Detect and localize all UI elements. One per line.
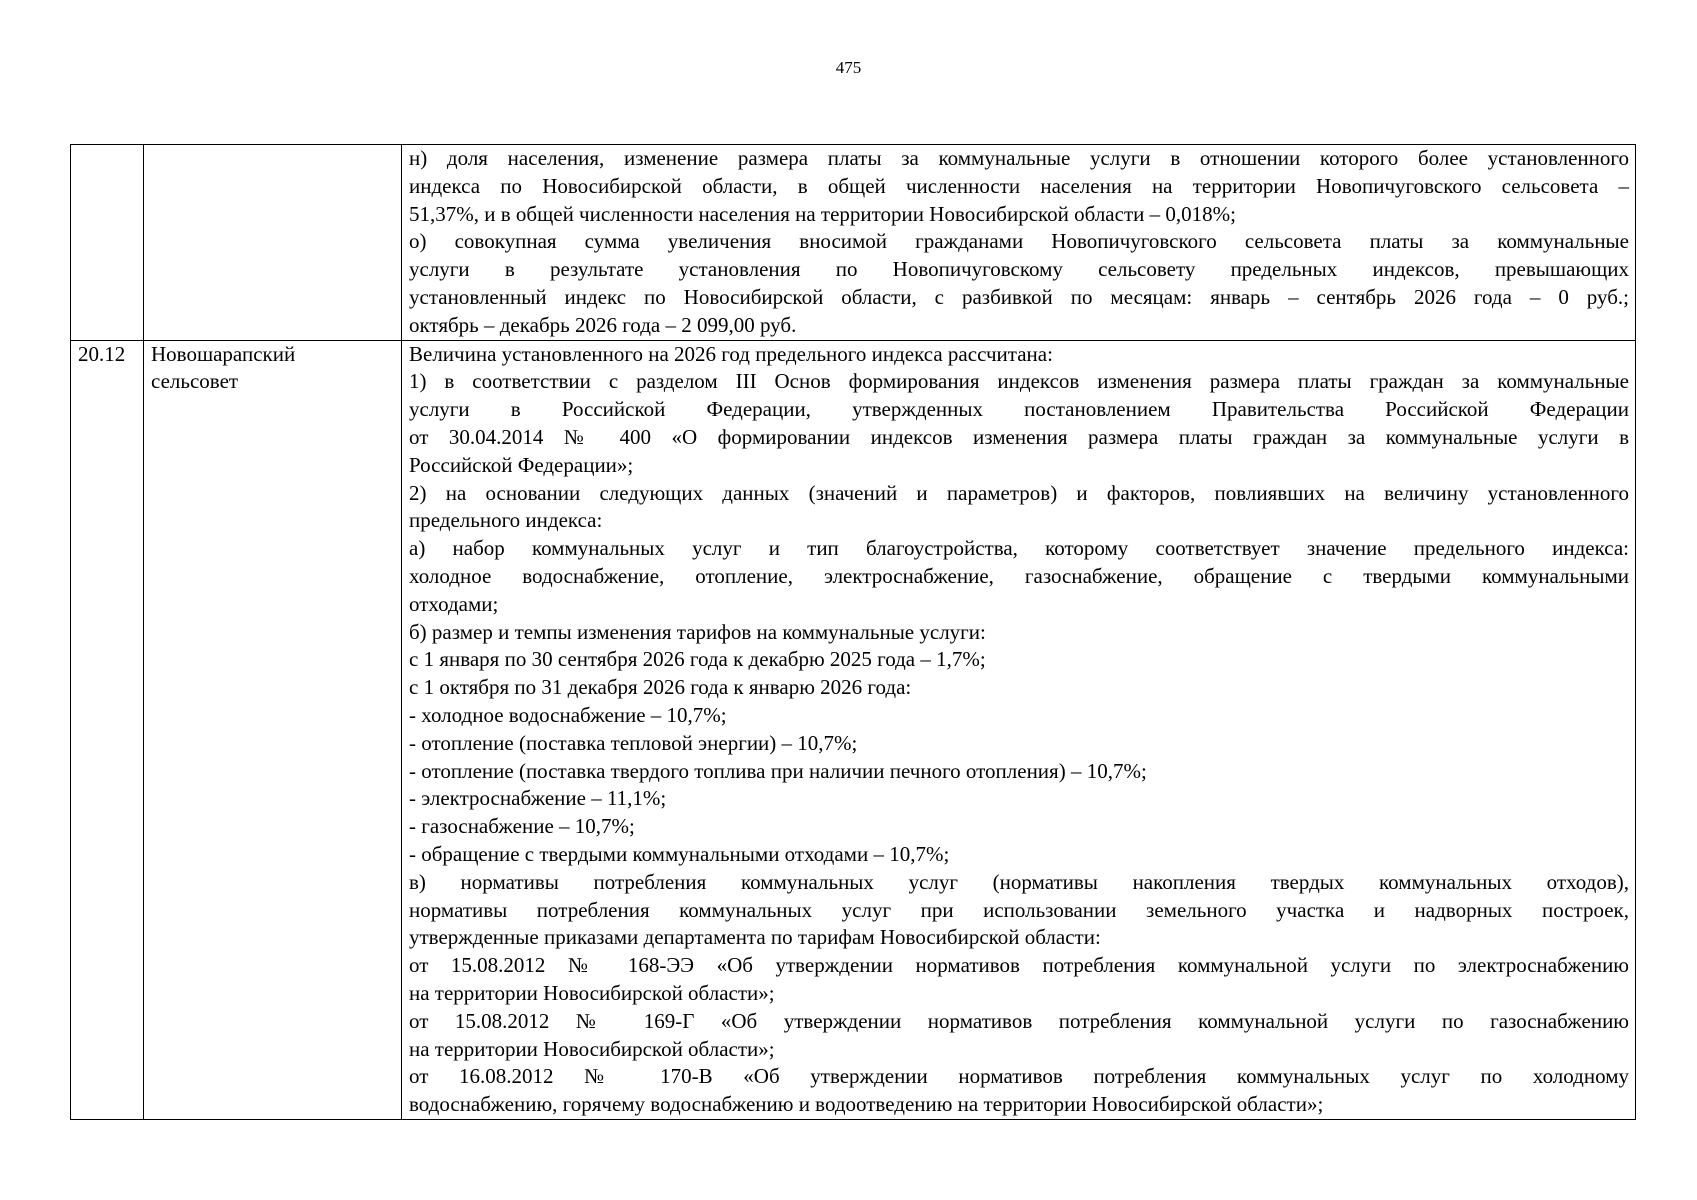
- municipality-index-table: [70, 144, 1636, 1120]
- text-line: - холодное водоснабжение – 10,7%;: [409, 702, 727, 727]
- table-row: [71, 340, 1636, 1119]
- municipality-name-cell: [144, 145, 402, 341]
- municipality-name-line: сельсовет: [151, 369, 239, 394]
- text-line: - отопление (поставка твердого топлива при наличии печного отопления) – 10,7%;: [409, 758, 1147, 783]
- text-line: от 30.04.2014 № 400 «О формировании индексов изменения размера платы граждан за коммунальные услуги в: [409, 424, 1629, 449]
- description-cell: [402, 145, 1636, 341]
- text-line: 2) на основании следующих данных (значений и параметров) и факторов, повлиявших на величину установленного: [409, 480, 1629, 505]
- text-line: 51,37%, и в общей численности населения на территории Новосибирской области – 0,018%;: [409, 201, 1236, 226]
- text-line: - обращение с твердыми коммунальными отходами – 10,7%;: [409, 841, 950, 866]
- text-line: с 1 января по 30 сентября 2026 года к декабрю 2025 года – 1,7%;: [409, 647, 986, 672]
- text-line: - отопление (поставка тепловой энергии) – 10,7%;: [409, 730, 858, 755]
- text-line: утвержденные приказами департамента по тарифам Новосибирской области:: [409, 925, 1101, 950]
- text-line: в) нормативы потребления коммунальных услуг (нормативы накопления твердых коммунальных отходов),: [409, 869, 1629, 894]
- text-line: от 15.08.2012 № 169-Г «Об утверждении нормативов потребления коммунальной услуги по газоснабжению: [409, 1008, 1629, 1033]
- text-line: о) совокупная сумма увеличения вносимой гражданами Новопичуговского сельсовета платы за коммунальные: [409, 229, 1629, 254]
- text-line: - газоснабжение – 10,7%;: [409, 814, 635, 839]
- text-line: н) доля населения, изменение размера платы за коммунальные услуги в отношении которого более установленного: [409, 146, 1629, 170]
- text-line: с 1 октября по 31 декабря 2026 года к январю 2026 года:: [409, 675, 912, 700]
- text-line: на территории Новосибирской области»;: [409, 1036, 775, 1061]
- text-line: - электроснабжение – 11,1%;: [409, 786, 667, 811]
- municipality-name-line: Новошарапский: [151, 341, 296, 366]
- text-line: от 16.08.2012 № 170-В «Об утверждении нормативов потребления коммунальных услуг по холодному: [409, 1064, 1629, 1089]
- text-line: а) набор коммунальных услуг и тип благоустройства, которому соответствует значение предельного индекса:: [409, 536, 1629, 561]
- row-number-cell: 20.12: [71, 340, 144, 1119]
- text-line: холодное водоснабжение, отопление, электроснабжение, газоснабжение, обращение с твердыми коммунальными: [409, 563, 1629, 588]
- text-line: предельного индекса:: [409, 508, 603, 533]
- text-line: услуги в результате установления по Новопичуговскому сельсовету предельных индексов, превышающих: [409, 257, 1629, 282]
- text-line: водоснабжению, горячему водоснабжению и водоотведению на территории Новосибирской области»;: [409, 1092, 1324, 1117]
- table-row: [71, 145, 1636, 341]
- page-number: 475: [835, 58, 862, 77]
- row-number-cell: [71, 145, 144, 341]
- text-line: октябрь – декабрь 2026 года – 2 099,00 руб.: [409, 312, 797, 337]
- text-line: от 15.08.2012 № 168-ЭЭ «Об утверждении нормативов потребления коммунальной услуги по электроснабжению: [409, 953, 1629, 978]
- text-line: услуги в Российской Федерации, утвержденных постановлением Правительства Российской Федерации: [409, 397, 1629, 422]
- text-line: нормативы потребления коммунальных услуг при использовании земельного участка и надворных построек,: [409, 897, 1629, 922]
- text-line: 1) в соответствии с разделом III Основ формирования индексов изменения размера платы граждан за коммунальные: [409, 369, 1629, 394]
- text-line: на территории Новосибирской области»;: [409, 980, 775, 1005]
- text-line: Величина установленного на 2026 год предельного индекса рассчитана:: [409, 341, 1053, 366]
- municipality-name-cell: [144, 340, 402, 1119]
- text-line: отходами;: [409, 591, 499, 616]
- text-line: установленный индекс по Новосибирской области, с разбивкой по месяцам: январь – сентябрь 2026 года – 0 руб.;: [409, 284, 1629, 309]
- text-line: б) размер и темпы изменения тарифов на коммунальные услуги:: [409, 619, 986, 644]
- description-cell: [402, 340, 1636, 1119]
- text-line: индекса по Новосибирской области, в общей численности населения на территории Новопичуговского сельсовета –: [409, 173, 1629, 198]
- text-line: Российской Федерации»;: [409, 452, 634, 477]
